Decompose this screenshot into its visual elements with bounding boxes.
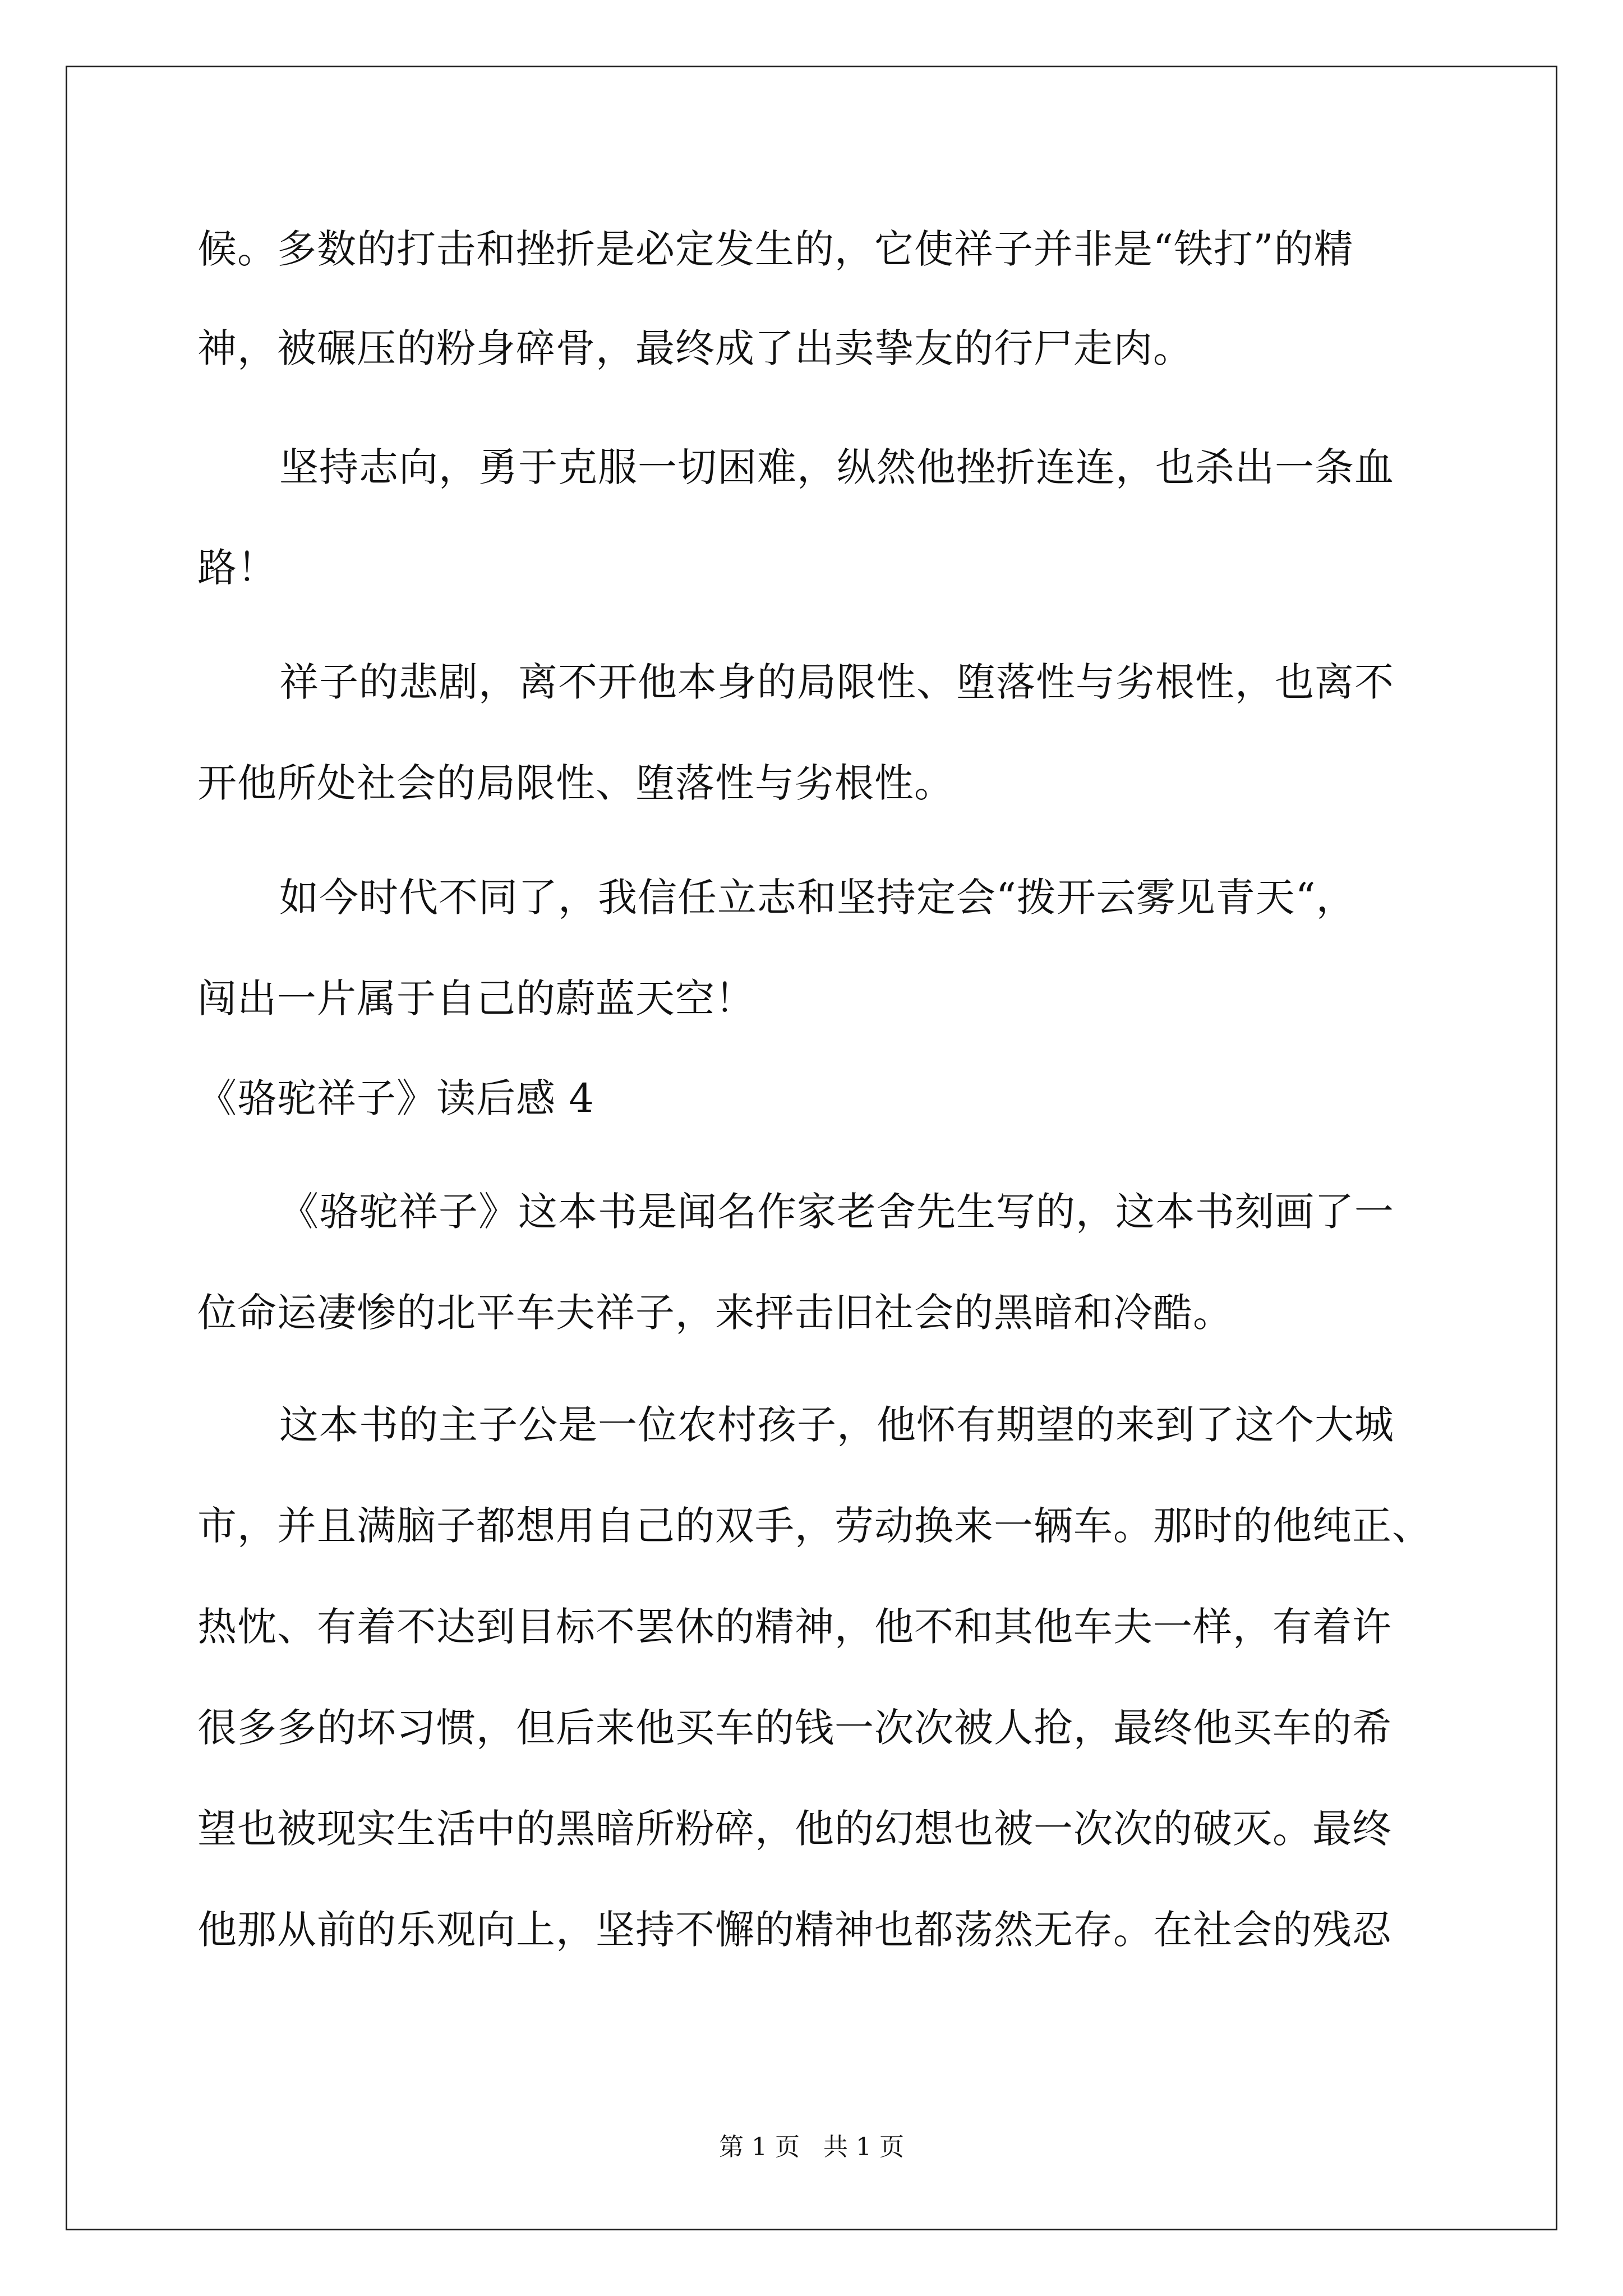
text-line: 祥子的悲剧，离不开他本身的局限性、堕落性与劣根性，也离不 bbox=[279, 659, 1394, 705]
text-line: 如今时代不同了，我信任立志和坚持定会“拨开云雾见青天“， bbox=[279, 875, 1356, 921]
text-line: 市，并且满脑子都想用自己的双手，劳动换来一辆车。那时的他纯正、 bbox=[197, 1503, 1432, 1549]
text-line: 候。多数的打击和挫折是必定发生的，它使祥子并非是“铁打”的精 bbox=[197, 226, 1354, 272]
text-line: 开他所处社会的局限性、堕落性与劣根性。 bbox=[197, 760, 954, 806]
text-line: 望也被现实生活中的黑暗所粉碎，他的幻想也被一次次的破灭。最终 bbox=[197, 1806, 1392, 1852]
text-line: 这本书的主子公是一位农村孩子，他怀有期望的来到了这个大城 bbox=[279, 1402, 1394, 1448]
text-line: 他那从前的乐观向上，坚持不懈的精神也都荡然无存。在社会的残忍 bbox=[197, 1907, 1392, 1953]
text-line: 位命运凄惨的北平车夫祥子，来抨击旧社会的黑暗和冷酷。 bbox=[197, 1290, 1233, 1336]
text-line: 《骆驼祥子》这本书是闻名作家老舍先生写的，这本书刻画了一 bbox=[279, 1189, 1394, 1235]
section-heading: 《骆驼祥子》读后感 4 bbox=[197, 1075, 594, 1121]
text-line: 路！ bbox=[197, 545, 277, 591]
page-footer: 第 1 页 共 1 页 bbox=[719, 2133, 904, 2161]
text-line: 很多多的坏习惯，但后来他买车的钱一次次被人抢，最终他买车的希 bbox=[197, 1705, 1392, 1751]
text-line: 坚持志向，勇于克服一切困难，纵然他挫折连连，也杀出一条血 bbox=[279, 444, 1394, 490]
text-line: 神，被碾压的粉身碎骨，最终成了出卖挚友的行尸走肉。 bbox=[197, 325, 1193, 371]
text-line: 闯出一片属于自己的蔚蓝天空！ bbox=[197, 976, 755, 1022]
text-line: 热忱、有着不达到目标不罢休的精神，他不和其他车夫一样，有着许 bbox=[197, 1604, 1392, 1650]
